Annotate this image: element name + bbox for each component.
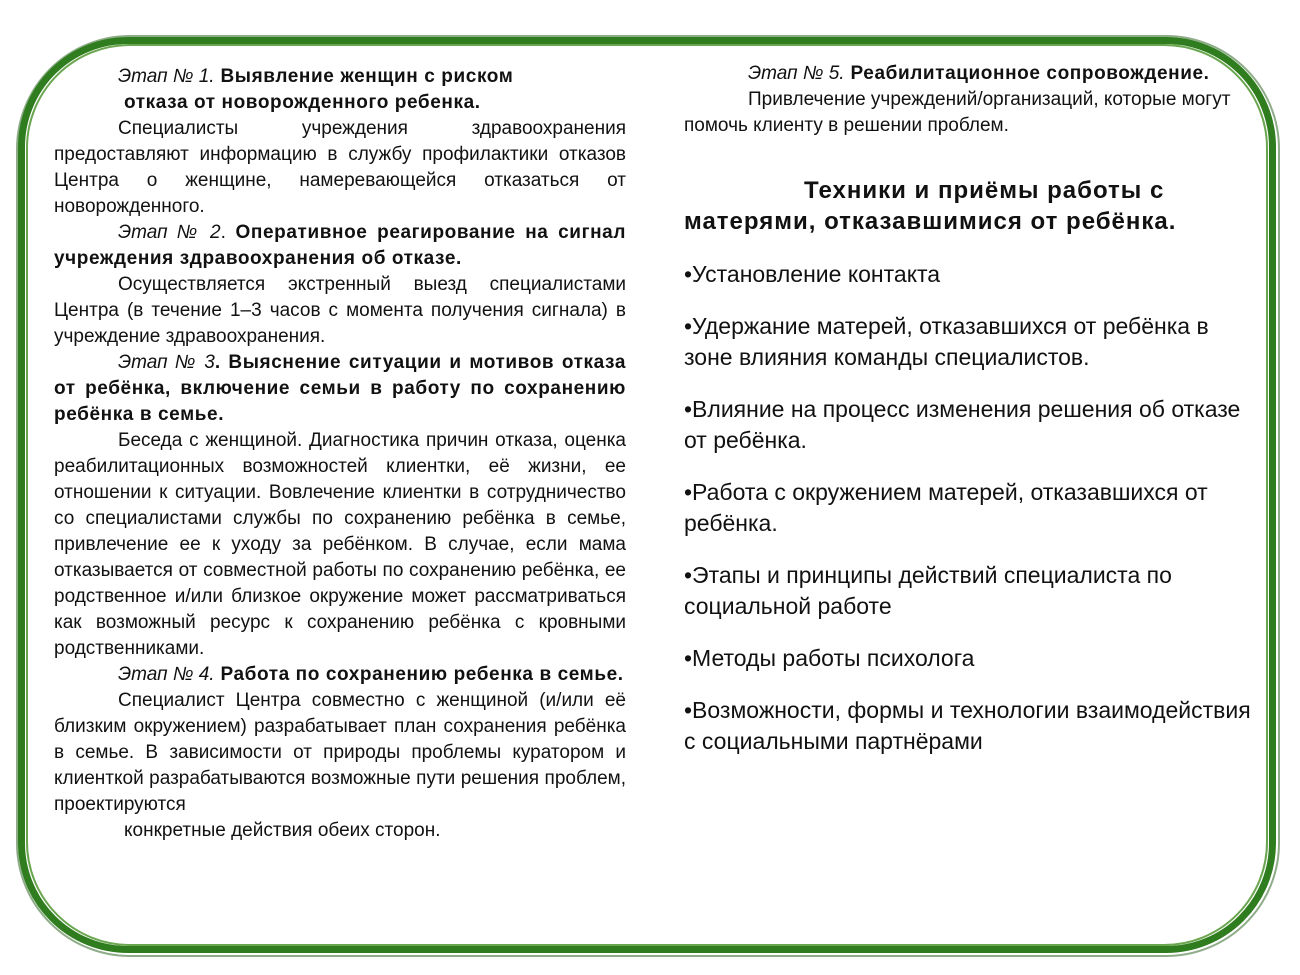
stage4-title: Работа по сохранению ребенка в семье.	[214, 664, 624, 685]
techniques-title-line2: матерями, отказавшимися от ребёнка.	[684, 208, 1177, 235]
stage1-title-line2: отказа от новорожденного ребенка.	[124, 92, 481, 113]
left-column	[54, 64, 626, 844]
stage4-body: Специалист Центра совместно с женщиной (и/или её близким окружением) разрабатывает план сохранения ребёнка в семье. В зависимости от природы проблемы куратором и клиенткой разрабатываются возможные пути решения проблем, проектируются	[54, 690, 626, 815]
stage1-heading	[54, 64, 626, 90]
techniques-title	[684, 175, 1254, 237]
techniques-title-line1: Техники и приёмы работы с	[804, 177, 1165, 204]
stage1-label: Этап № 1.	[118, 66, 215, 87]
stage3-label: Этап № 3	[118, 352, 215, 373]
stage2-dot: .	[220, 222, 226, 243]
stage2-body: Осуществляется экстренный выезд специалистами Центра (в течение 1–3 часов с момента получения сигнала) в учреждение здравоохранения.	[54, 274, 626, 347]
stage4-heading	[54, 662, 626, 688]
techniques-list	[684, 259, 1254, 757]
stage4-label: Этап № 4.	[118, 664, 215, 685]
stage1-body: Специалисты учреждения здравоохранения предоставляют информацию в службу профилактики отказов Центра о женщине, намеревающейся отказаться от новорожденного.	[54, 118, 626, 217]
stage5-body: Привлечение учреждений/организаций, которые могут помочь клиенту в решении проблем.	[684, 89, 1231, 136]
list-item: •Установление контакта	[684, 261, 941, 287]
stage1-title-line1: Выявление женщин с риском	[214, 66, 514, 87]
stage2-label: Этап № 2	[118, 222, 221, 243]
list-item: •Методы работы психолога	[684, 645, 975, 671]
stage4-body-last: конкретные действия обеих сторон.	[124, 820, 441, 841]
stage5-title: Реабилитационное сопровождение.	[844, 63, 1210, 84]
right-column	[684, 61, 1254, 778]
list-item: •Работа с окружением матерей, отказавшихся от ребёнка.	[684, 479, 1208, 536]
list-item: •Удержание матерей, отказавшихся от ребёнка в зоне влияния команды специалистов.	[684, 313, 1209, 370]
stage5-label: Этап № 5.	[748, 63, 845, 84]
list-item: •Возможности, формы и технологии взаимодействия с социальными партнёрами	[684, 697, 1251, 754]
stage5-heading	[684, 61, 1254, 87]
stage3-body: Беседа с женщиной. Диагностика причин отказа, оценка реабилитационных возможностей клиентки, её жизни, ее отношении к ситуации. Вовлечение клиентки в сотрудничество со специалистами службы по сохранению ребёнка в семье, привлечение ее к уходу за ребёнком. В случае, если мама отказывается от совместной работы по сохранению ребёнка, ее родственное и/или близкое окружение может рассматриваться как возможный ресурс к сохранению ребёнка с кровными родственниками.	[54, 430, 626, 659]
stage3-title: . Выяснение ситуации и мотивов отказа от ребёнка, включение семьи в работу по сохранению ребёнка в семье.	[54, 352, 626, 425]
stage2-title: Оперативное реагирование на сигнал учреждения здравоохранения об отказе.	[54, 222, 626, 269]
list-item: •Влияние на процесс изменения решения об отказе от ребёнка.	[684, 396, 1241, 453]
stage2-heading	[54, 220, 626, 272]
stage3-heading	[54, 350, 626, 428]
list-item: •Этапы и принципы действий специалиста по социальной работе	[684, 562, 1172, 619]
